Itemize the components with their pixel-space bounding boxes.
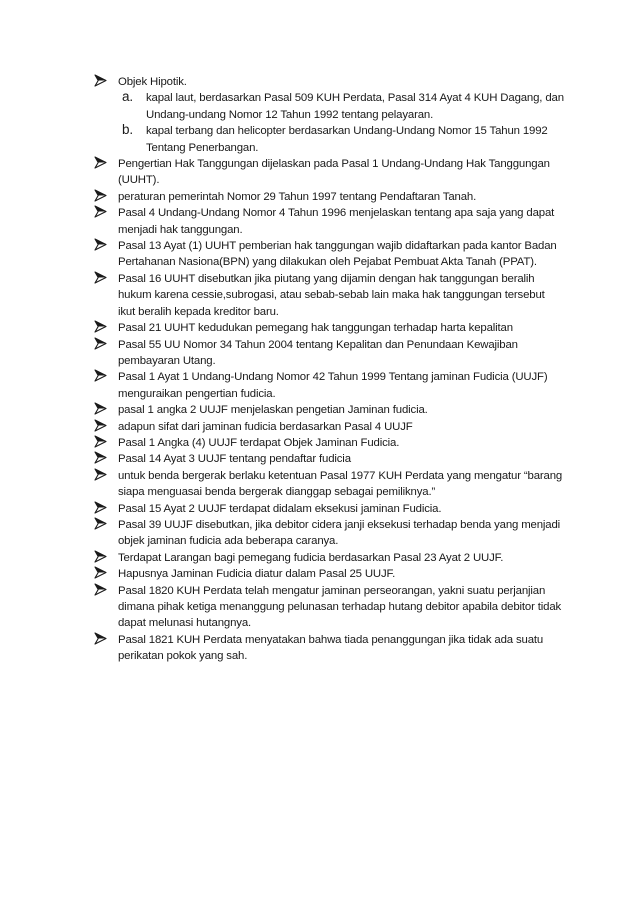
list-item (94, 402, 564, 418)
list-item-text: Pasal 1821 KUH Perdata menyatakan bahwa tiada penanggungan jika tidak ada suatu perikatan pokok yang sah. (118, 633, 544, 663)
sub-list-letter: a. (122, 89, 133, 105)
arrow-bullet-icon (94, 583, 108, 599)
arrow-bullet-icon (94, 468, 108, 484)
list-item-text: Pasal 16 UUHT disebutkan jika piutang yang dijamin dengan hak tanggungan beralih hukum karena cessie,subrogasi, atau sebab-sebab lain maka hak tanggungan tersebut ikut beralih kepada kreditor baru. (118, 272, 545, 318)
list-item (94, 238, 564, 271)
list-item-text: Pasal 21 UUHT kedudukan pemegang hak tanggungan terhadap harta kepalitan (118, 322, 513, 335)
arrow-bullet-icon-shape (94, 337, 107, 350)
list-item-text: Pasal 14 Ayat 3 UUJF tentang pendaftar fudicia (118, 453, 351, 466)
arrow-bullet-icon (94, 205, 108, 221)
list-item-text: adapun sifat dari jaminan fudicia berdasarkan Pasal 4 UUJF (118, 420, 413, 433)
arrow-bullet-icon-shape (94, 238, 107, 251)
list-item (94, 419, 564, 435)
arrow-bullet-icon-shape (94, 435, 107, 448)
list-item-text: Pasal 1 Angka (4) UUJF terdapat Objek Jaminan Fudicia. (118, 436, 400, 449)
arrow-bullet-icon (94, 517, 108, 533)
list-item-text: Pasal 1 Ayat 1 Undang-Undang Nomor 42 Tahun 1999 Tentang jaminan Fudicia (UUJF) menguraikan pengertian fudicia. (118, 371, 548, 400)
arrow-bullet-icon (94, 632, 108, 648)
list-item-text: untuk benda bergerak berlaku ketentuan Pasal 1977 KUH Perdata yang mengatur “barang siapa menguasai benda bergerak dianggap sebagai pemiliknya.” (118, 469, 563, 499)
arrow-bullet-icon (94, 271, 108, 287)
sub-list-item (94, 123, 564, 156)
arrow-bullet-icon-shape (94, 156, 107, 169)
sub-list-letter: b. (122, 122, 133, 138)
arrow-bullet-icon (94, 369, 108, 385)
arrow-bullet-icon (94, 435, 108, 451)
list-item-text: Objek Hipotik. (118, 76, 187, 88)
list-item (94, 435, 564, 451)
list-item-text: Pasal 4 Undang-Undang Nomor 4 Tahun 1996 menjelaskan tentang apa saja yang dapat menjadi hak tanggungan. (118, 207, 555, 236)
list-item (94, 369, 564, 402)
list-item (94, 337, 564, 370)
arrow-bullet-icon (94, 402, 108, 418)
list-item-text: Pasal 1820 KUH Perdata telah mengatur jaminan perseorangan, yakni suatu perjanjian dimana pihak ketiga menanggung pelunasan terhadap hutang debitor apabila debitor tidak dapat melunasi hutangnya. (118, 584, 562, 630)
list-item (94, 320, 564, 336)
arrow-bullet-icon-shape (94, 566, 107, 579)
arrow-bullet-icon (94, 419, 108, 435)
list-item (94, 468, 564, 501)
list-item (94, 501, 564, 517)
list-item (94, 156, 564, 189)
arrow-bullet-icon-shape (94, 74, 107, 87)
sub-list-item (94, 90, 564, 123)
list-item (94, 271, 564, 320)
arrow-bullet-icon-shape (94, 419, 107, 432)
arrow-bullet-icon-shape (94, 501, 107, 514)
list-item-text: Pasal 39 UUJF disebutkan, jika debitor cidera janji eksekusi terhadap benda yang menjadi objek jaminan fudicia ada beberapa caranya. (118, 518, 561, 548)
list-item (94, 74, 564, 90)
list-item (94, 517, 564, 550)
arrow-bullet-icon (94, 238, 108, 254)
list-item (94, 550, 564, 566)
list-item (94, 583, 564, 632)
list-item (94, 205, 564, 238)
arrow-bullet-icon-shape (94, 451, 107, 464)
list-item (94, 632, 564, 665)
arrow-bullet-icon (94, 337, 108, 353)
list-item (94, 451, 564, 467)
arrow-bullet-icon (94, 74, 108, 90)
arrow-bullet-icon (94, 566, 108, 582)
arrow-bullet-icon-shape (94, 583, 107, 596)
list-item-text: pasal 1 angka 2 UUJF menjelaskan pengetian Jaminan fudicia. (118, 404, 428, 417)
list-item-text: peraturan pemerintah Nomor 29 Tahun 1997 tentang Pendaftaran Tanah. (118, 190, 477, 203)
arrow-bullet-icon-shape (94, 271, 107, 284)
arrow-bullet-icon-shape (94, 205, 107, 218)
arrow-bullet-icon-shape (94, 632, 107, 645)
list-item-text: Pasal 15 Ayat 2 UUJF terdapat didalam eksekusi jaminan Fudicia. (118, 502, 442, 515)
list-item-text: Terdapat Larangan bagi pemegang fudicia berdasarkan Pasal 23 Ayat 2 UUJF. (118, 551, 504, 564)
arrow-bullet-icon (94, 189, 108, 205)
arrow-bullet-icon-shape (94, 468, 107, 481)
list-item-text: Pasal 55 UU Nomor 34 Tahun 2004 tentang Kepalitan dan Penundaan Kewajiban pembayaran Utang. (118, 338, 518, 367)
list-item-text: Pasal 13 Ayat (1) UUHT pemberian hak tanggungan wajib didaftarkan pada kantor Badan Pertahanan Nasiona(BPN) yang dilakukan oleh Pejabat Pembuat Akta Tanah (PPAT). (118, 240, 557, 269)
list-item (94, 189, 564, 205)
arrow-bullet-icon-shape (94, 320, 107, 333)
arrow-bullet-icon (94, 501, 108, 517)
arrow-bullet-icon-shape (94, 550, 107, 563)
arrow-bullet-icon (94, 320, 108, 336)
list-item-text: Hapusnya Jaminan Fudicia diatur dalam Pasal 25 UUJF. (118, 568, 396, 581)
arrow-bullet-icon-shape (94, 369, 107, 382)
arrow-bullet-icon-shape (94, 517, 107, 530)
arrow-bullet-icon (94, 550, 108, 566)
arrow-bullet-icon (94, 156, 108, 172)
arrow-bullet-icon-shape (94, 402, 107, 415)
arrow-bullet-icon (94, 451, 108, 467)
list-item-text: Pengertian Hak Tanggungan dijelaskan pada Pasal 1 Undang-Undang Hak Tanggungan (UUHT). (118, 158, 550, 187)
sub-list-text: kapal laut, berdasarkan Pasal 509 KUH Perdata, Pasal 314 Ayat 4 KUH Dagang, dan Undang-undang Nomor 12 Tahun 1992 tentang pelayaran. (146, 92, 564, 121)
sub-list-text: kapal terbang dan helicopter berdasarkan Undang-Undang Nomor 15 Tahun 1992 Tentang Penerbangan. (146, 125, 548, 154)
list-item (94, 566, 564, 582)
arrow-bullet-icon-shape (94, 189, 107, 202)
bullet-list (94, 74, 564, 665)
